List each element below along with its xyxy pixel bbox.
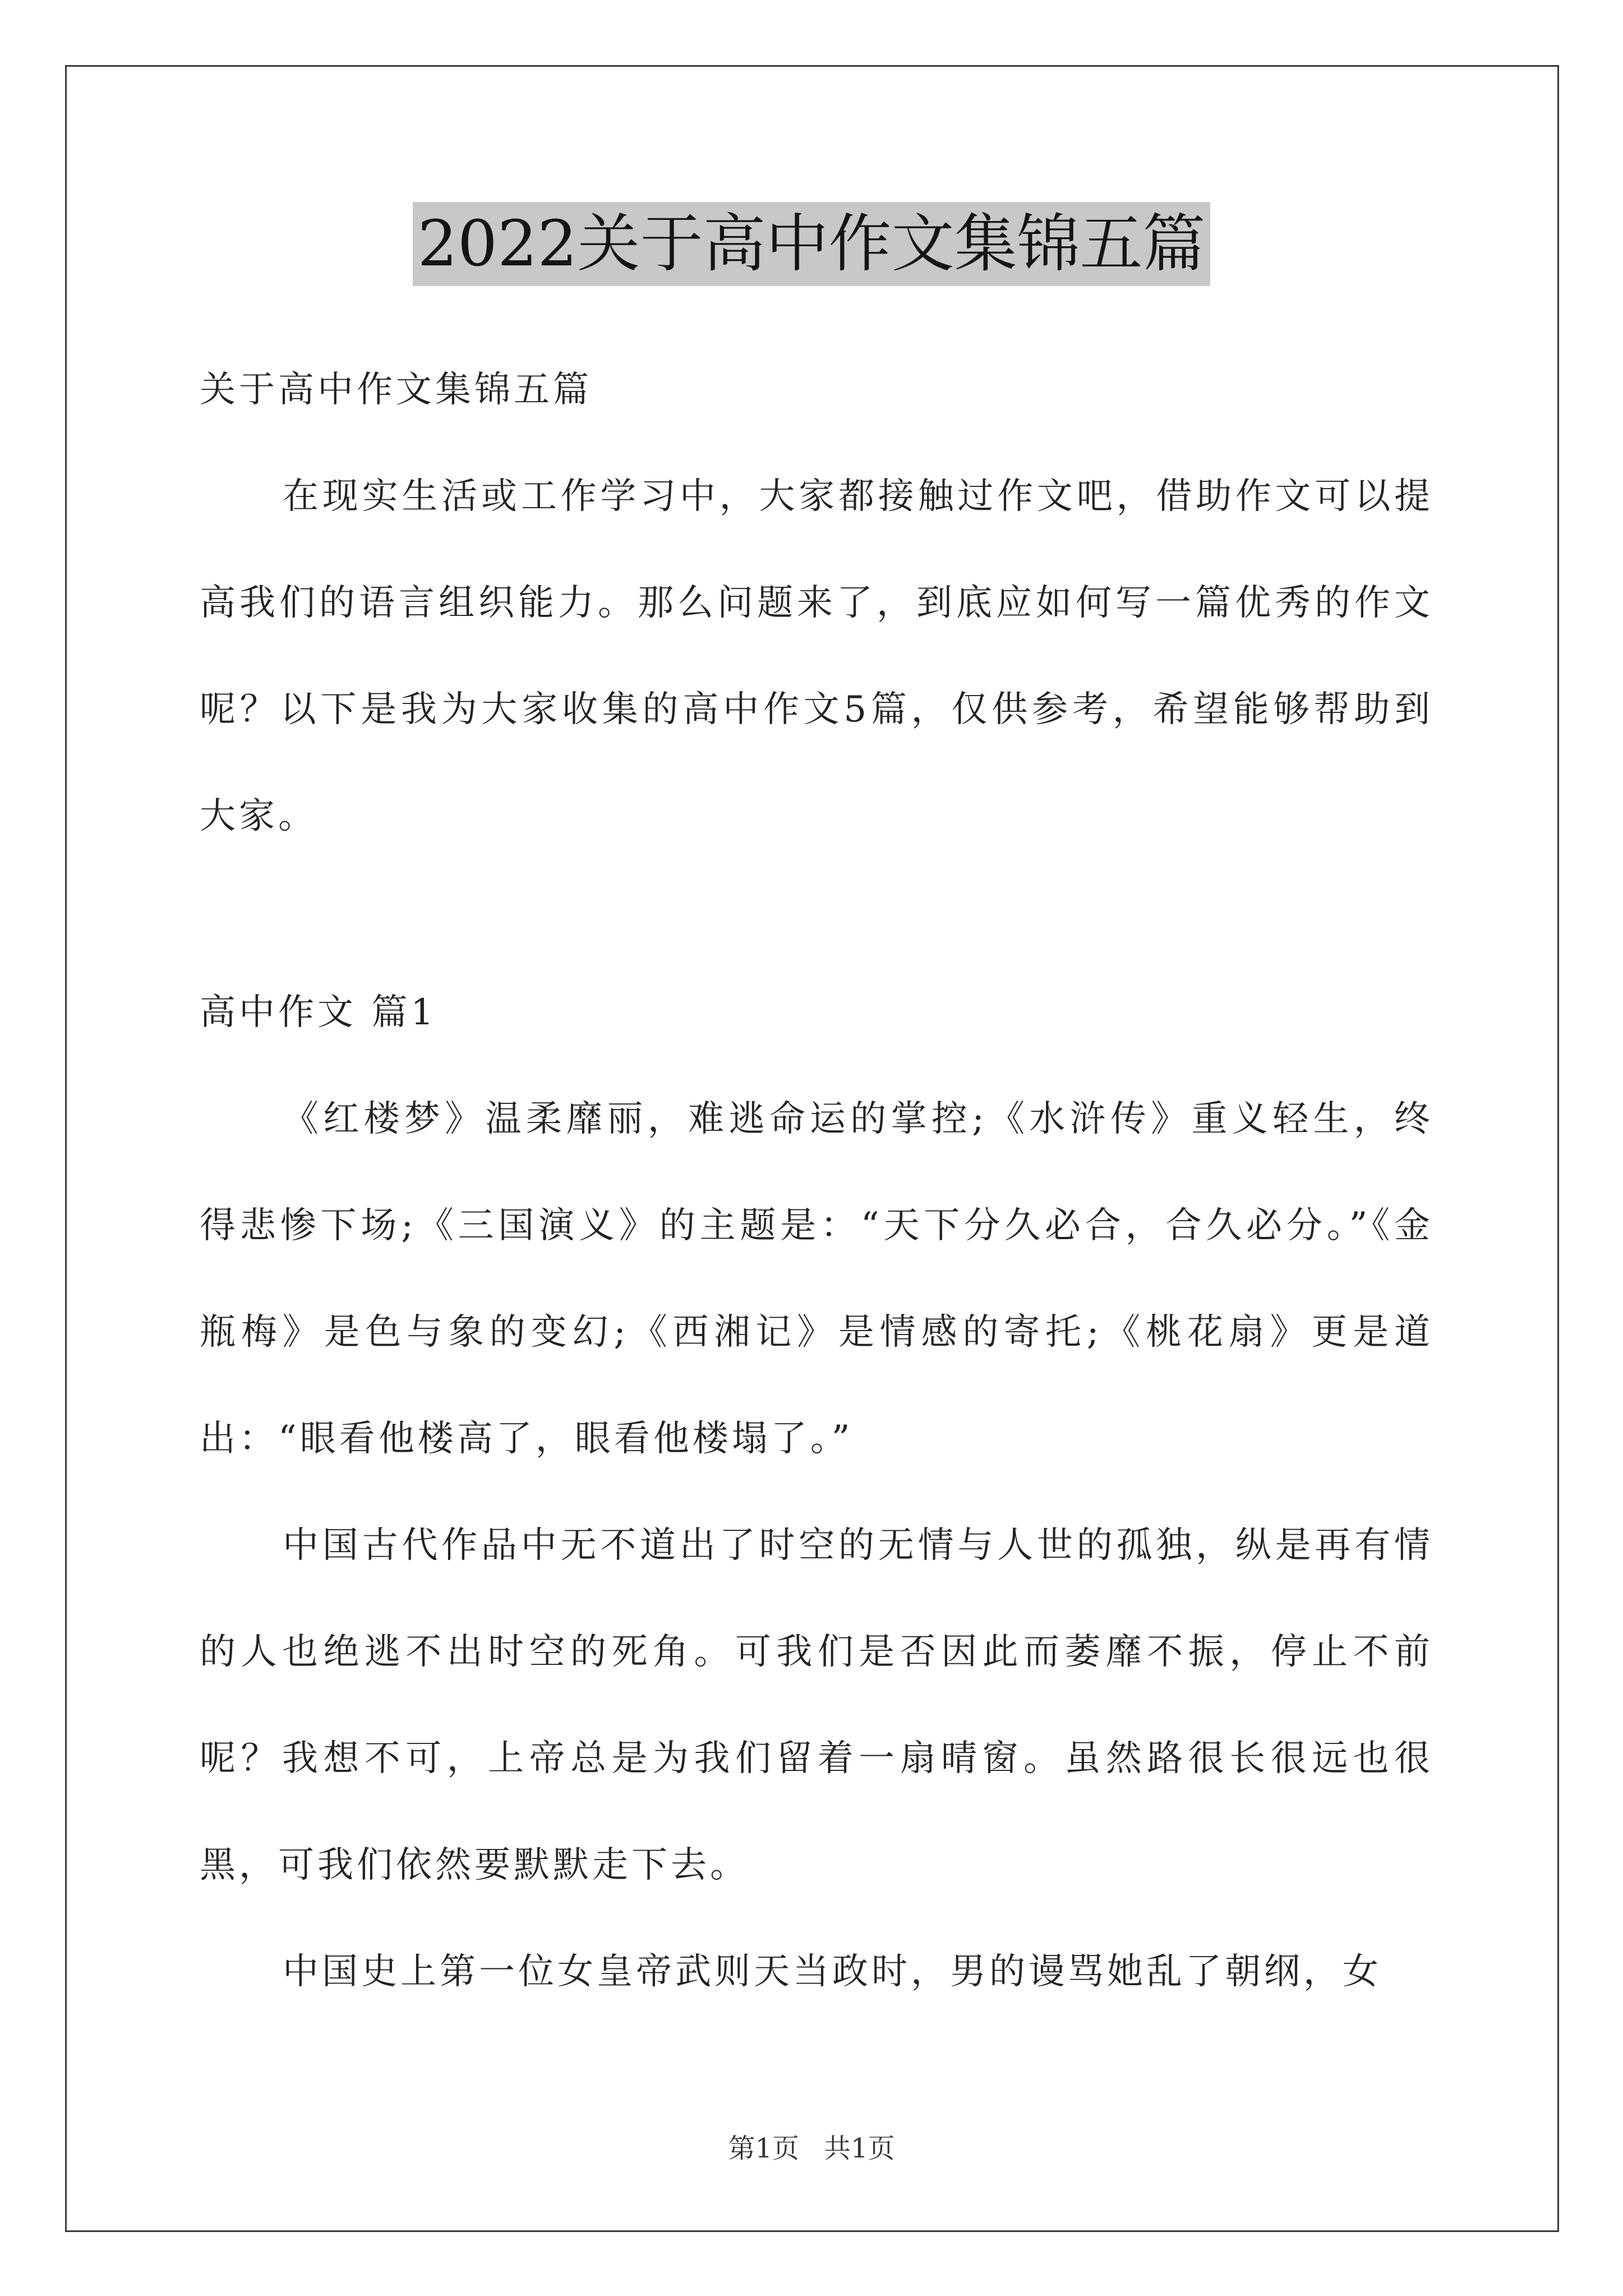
- body-paragraph: 中国史上第一位女皇帝武则天当政时，男的谩骂她乱了朝纲，女: [283, 1951, 1382, 1993]
- document-body: [200, 337, 1433, 2025]
- body-paragraph: 《红楼梦》温柔靡丽，难逃命运的掌控;《水浒传》重义轻生，终得悲惨下场;《三国演义》的主题是：“天下分久必合，合久必分。”《金瓶梅》是色与象的变幻;《西湘记》是情感的寄托;《桃花扇》更是道出：“眼看他楼高了，眼看他楼塌了。”: [200, 1098, 1433, 1460]
- document-title: 2022关于高中作文集锦五篇: [413, 202, 1210, 286]
- intro-paragraph: 在现实生活或工作学习中，大家都接触过作文吧，借助作文可以提高我们的语言组织能力。那么问题来了，到底应如何写一篇优秀的作文呢？以下是我为大家收集的高中作文5篇，仅供参考，希望能够帮助到大家。: [200, 476, 1433, 837]
- page-footer: [0, 2132, 1623, 2165]
- title-container: [0, 202, 1623, 286]
- page-total: 共1页: [824, 2133, 895, 2164]
- section-heading: 高中作文 篇1: [200, 992, 437, 1033]
- body-paragraph: 中国古代作品中无不道出了时空的无情与人世的孤独，纵是再有情的人也绝逃不出时空的死角。可我们是否因此而萎靡不振，停止不前呢？我想不可，上帝总是为我们留着一扇晴窗。虽然路很长很远也很黑，可我们依然要默默走下去。: [200, 1525, 1433, 1886]
- page-number: 第1页: [728, 2133, 799, 2164]
- section-gap: [200, 869, 1433, 959]
- document-subtitle: 关于高中作文集锦五篇: [200, 369, 592, 411]
